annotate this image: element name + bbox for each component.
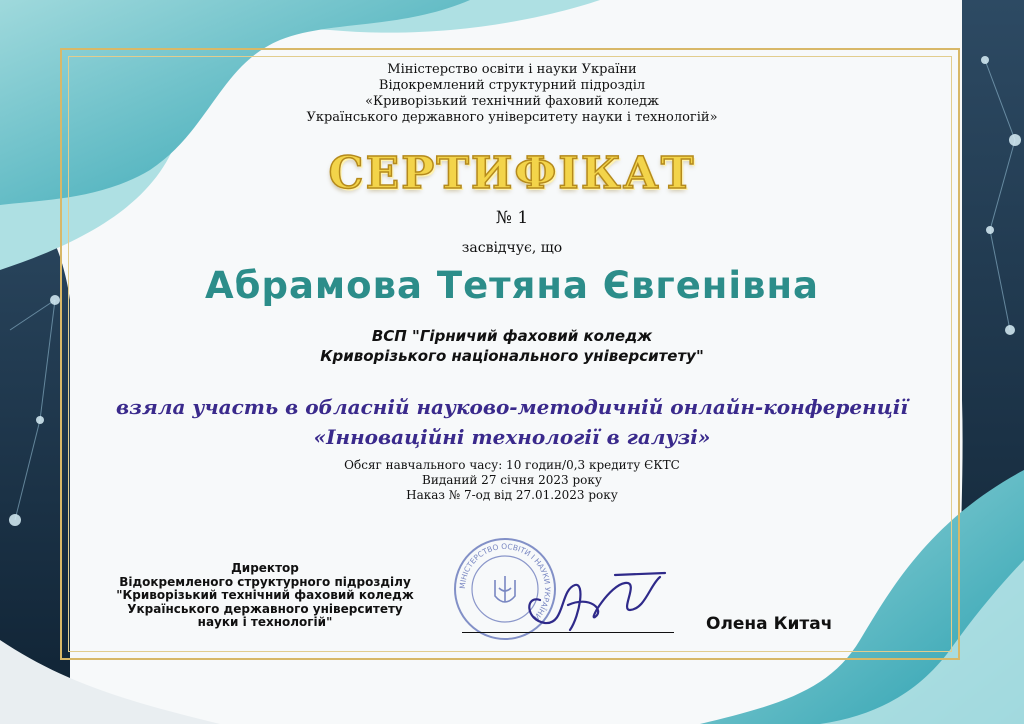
issue-date: Виданий 27 січня 2023 року bbox=[422, 473, 602, 487]
certificate-details bbox=[0, 458, 1024, 503]
organization-line: Криворізького національного університету" bbox=[320, 347, 704, 365]
director-line: Українського державного університету bbox=[127, 601, 403, 616]
svg-text:МІНІСТЕРСТВО ОСВІТИ І НАУКИ УК: МІНІСТЕРСТВО ОСВІТИ І НАУКИ УКРАЇНИ bbox=[457, 541, 553, 622]
director-line: Відокремленого структурного підрозділу bbox=[119, 574, 411, 589]
header-line: Українського державного університету науки і технологій» bbox=[306, 110, 718, 125]
header-line: Відокремлений структурний підрозділ bbox=[378, 78, 646, 93]
signer-name: Олена Китач bbox=[706, 614, 833, 634]
header-line: Міністерство освіти і науки України bbox=[387, 62, 637, 77]
trident-icon bbox=[495, 576, 515, 602]
certifies-text: засвідчує, що bbox=[461, 240, 563, 256]
director-line: Директор bbox=[231, 561, 299, 575]
organization-line: ВСП "Гірничий фаховий коледж bbox=[371, 327, 653, 345]
conference-title: «Інноваційні технології в галузі» bbox=[313, 425, 711, 449]
issuer-header bbox=[0, 62, 1024, 126]
certificate-number: № 1 bbox=[495, 208, 529, 228]
director-title bbox=[100, 562, 430, 630]
recipient-organization bbox=[0, 326, 1024, 366]
certificate-title: СЕРТИФІКАТ bbox=[328, 148, 696, 199]
participation-statement bbox=[0, 392, 1024, 452]
recipient-name: Абрамова Тетяна Євгенівна bbox=[205, 264, 819, 307]
participation-line: взяла участь в обласній науково-методичній онлайн-конференції bbox=[116, 395, 908, 419]
header-line: «Криворізький технічний фаховий коледж bbox=[365, 94, 659, 109]
signature-line bbox=[462, 632, 674, 633]
director-line: науки і технологій" bbox=[197, 615, 333, 629]
order-number: Наказ № 7-од від 27.01.2023 року bbox=[406, 488, 618, 502]
study-hours: Обсяг навчального часу: 10 годин/0,3 кредиту ЄКТС bbox=[344, 458, 680, 472]
director-line: "Криворізький технічний фаховий коледж bbox=[116, 588, 414, 602]
